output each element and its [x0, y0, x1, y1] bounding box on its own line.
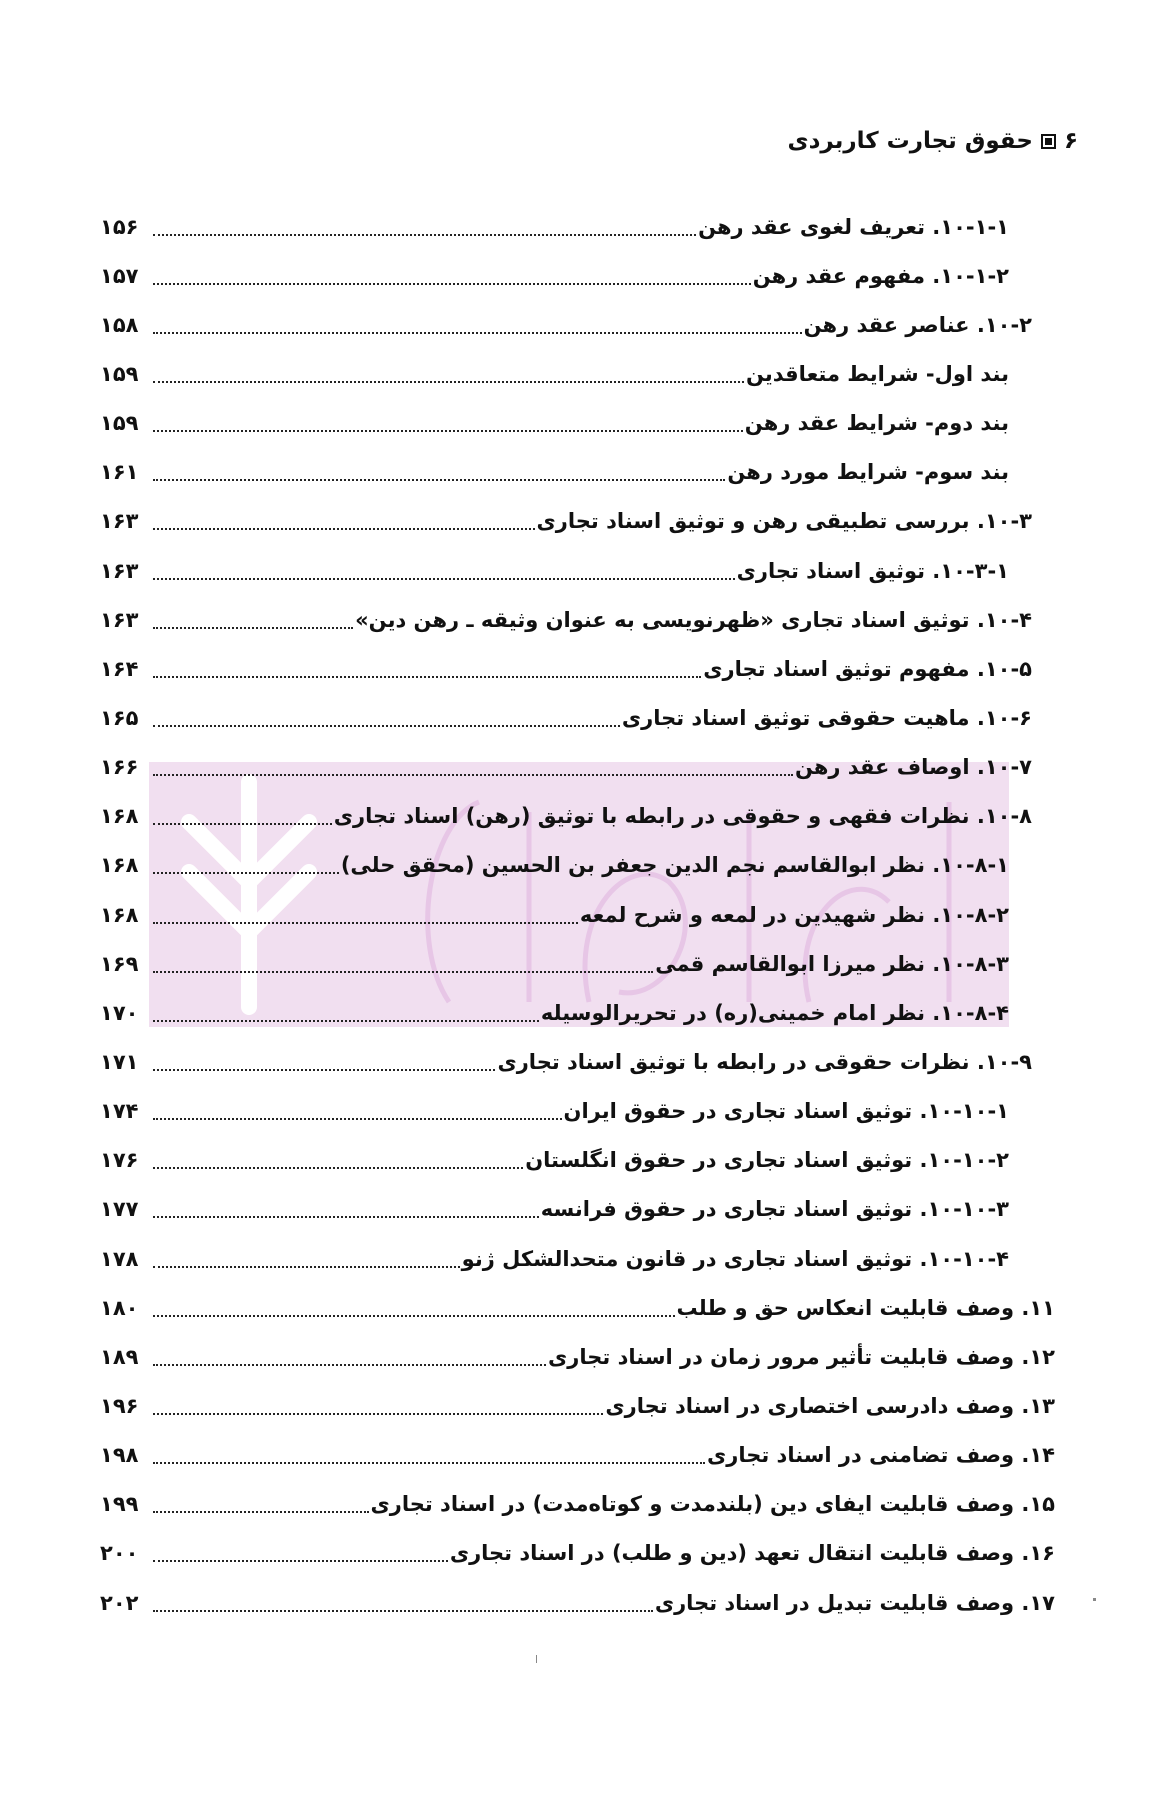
toc-entry-title: بند دوم- شرایط عقد رهن [744, 411, 1009, 436]
toc-entry-title: ۱۰-۸-۱. نظر ابوالقاسم نجم الدین جعفر بن الحسین (محقق حلی) [340, 853, 1009, 878]
toc-entry-page: ۱۵۹ [100, 411, 139, 436]
toc-entry-page: ۲۰۰ [100, 1541, 139, 1566]
dot-leader [153, 1315, 675, 1317]
toc-entry-title: ۱۲. وصف قابلیت تأثیر مرور زمان در اسناد تجاری [548, 1344, 1055, 1369]
toc-entry-page: ۱۶۳ [100, 607, 139, 632]
dot-leader [153, 1610, 653, 1612]
toc-entry-title: ۱۶. وصف قابلیت انتقال تعهد (دین و طلب) در اسناد تجاری [449, 1541, 1055, 1566]
table-of-contents [100, 202, 1055, 1627]
dot-leader [153, 1511, 369, 1513]
toc-entry[interactable] [100, 1136, 1055, 1185]
toc-entry[interactable] [100, 693, 1055, 742]
toc-entry-page: ۱۶۸ [100, 853, 139, 878]
toc-entry-page: ۱۶۵ [100, 705, 139, 730]
toc-entry-title: ۱۰-۲. عناصر عقد رهن [803, 312, 1032, 337]
toc-entry[interactable] [100, 988, 1055, 1037]
toc-entry[interactable] [100, 939, 1055, 988]
dot-leader [153, 1167, 523, 1169]
toc-entry-title: ۱۰-۹. نظرات حقوقی در رابطه با توثیق اسناد تجاری [497, 1049, 1032, 1074]
toc-entry-title: ۱۰-۵. مفهوم توثیق اسناد تجاری [703, 656, 1032, 681]
toc-entry-page: ۱۶۳ [100, 509, 139, 534]
dot-leader [153, 578, 735, 580]
toc-entry-title: ۱۱. وصف قابلیت انعکاس حق و طلب [676, 1295, 1055, 1320]
toc-entry-page: ۱۶۳ [100, 558, 139, 583]
toc-entry-page: ۱۸۹ [100, 1344, 139, 1369]
toc-entry-page: ۱۵۶ [100, 214, 139, 239]
toc-entry-page: ۱۶۹ [100, 951, 139, 976]
toc-entry[interactable] [100, 1381, 1055, 1430]
toc-entry[interactable] [100, 890, 1055, 939]
toc-entry-page: ۱۸۰ [100, 1295, 139, 1320]
dot-leader [153, 381, 744, 383]
toc-entry-title: ۱۰-۱-۱. تعریف لغوی عقد رهن [698, 214, 1009, 239]
dot-leader [153, 1216, 539, 1218]
running-header [788, 128, 1078, 154]
dot-leader [153, 1560, 448, 1562]
toc-entry-page: ۱۷۰ [100, 1000, 139, 1025]
toc-entry[interactable] [100, 349, 1055, 398]
toc-entry-title: ۱۰-۸-۴. نظر امام خمینی(ره) در تحریرالوسیله [540, 1000, 1009, 1025]
toc-entry[interactable] [100, 1480, 1055, 1529]
toc-entry-title: ۱۳. وصف دادرسی اختصاری در اسناد تجاری [605, 1393, 1055, 1418]
toc-entry-page: ۱۷۱ [100, 1049, 139, 1074]
toc-entry-title: ۱۰-۱۰-۴. توثیق اسناد تجاری در قانون متحدالشکل ژنو [461, 1246, 1009, 1271]
dot-leader [153, 1069, 495, 1071]
toc-entry-page: ۱۶۸ [100, 804, 139, 829]
toc-entry-title: ۱۴. وصف تضامنی در اسناد تجاری [706, 1443, 1055, 1468]
dot-leader [153, 1462, 705, 1464]
toc-entry[interactable] [100, 1087, 1055, 1136]
toc-entry[interactable] [100, 595, 1055, 644]
toc-entry[interactable] [100, 546, 1055, 595]
dot-leader [153, 676, 701, 678]
toc-entry[interactable] [100, 300, 1055, 349]
dot-leader [153, 823, 332, 825]
toc-entry-page: ۲۰۲ [100, 1590, 139, 1615]
toc-entry[interactable] [100, 448, 1055, 497]
toc-entry-page: ۱۵۷ [100, 263, 139, 288]
dot-leader [153, 774, 793, 776]
dot-leader [153, 234, 696, 236]
dot-leader [153, 283, 751, 285]
toc-entry-title: ۱۰-۱۰-۳. توثیق اسناد تجاری در حقوق فرانسه [540, 1197, 1009, 1222]
toc-entry-title: ۱۰-۳. بررسی تطبیقی رهن و توثیق اسناد تجاری [536, 509, 1032, 534]
toc-entry-title: ۱۰-۱۰-۲. توثیق اسناد تجاری در حقوق انگلستان [525, 1148, 1009, 1173]
toc-entry-page: ۱۵۸ [100, 312, 139, 337]
toc-entry-title: ۱۰-۳-۱. توثیق اسناد تجاری [736, 558, 1009, 583]
toc-entry-page: ۱۷۸ [100, 1246, 139, 1271]
toc-entry[interactable] [100, 841, 1055, 890]
toc-entry[interactable] [100, 1283, 1055, 1332]
toc-entry-title: ۱۰-۸-۲. نظر شهیدین در لمعه و شرح لمعه [579, 902, 1009, 927]
toc-entry-title: ۱۰-۱-۲. مفهوم عقد رهن [752, 263, 1009, 288]
toc-entry-page: ۱۹۸ [100, 1443, 139, 1468]
toc-entry-title: ۱۰-۴. توثیق اسناد تجاری «ظهرنویسی به عنوان وثیقه ـ رهن دین» [355, 607, 1032, 632]
dot-leader [153, 528, 535, 530]
header-page-number: ۶ [1063, 128, 1078, 154]
dot-leader [153, 725, 620, 727]
toc-entry[interactable] [100, 1332, 1055, 1381]
toc-entry-page: ۱۶۴ [100, 656, 139, 681]
toc-entry-page: ۱۹۶ [100, 1393, 139, 1418]
toc-entry-page: ۱۶۸ [100, 902, 139, 927]
dot-leader [153, 627, 353, 629]
toc-entry-title: ۱۵. وصف قابلیت ایفای دین (بلندمدت و کوتاه‌مدت) در اسناد تجاری [370, 1492, 1055, 1517]
toc-entry[interactable] [100, 202, 1055, 251]
toc-entry-title: بند اول- شرایط متعاقدین [746, 361, 1009, 386]
dot-leader [153, 922, 578, 924]
toc-entry[interactable] [100, 1185, 1055, 1234]
toc-entry-title: ۱۰-۷. اوصاف عقد رهن [794, 755, 1032, 780]
dot-leader [153, 1364, 546, 1366]
toc-entry-title: ۱۰-۸-۳. نظر میرزا ابوالقاسم قمی [655, 951, 1009, 976]
toc-entry[interactable] [100, 743, 1055, 792]
toc-entry-title: ۱۰-۸. نظرات فقهی و حقوقی در رابطه با توثیق (رهن) اسناد تجاری [333, 804, 1032, 829]
dot-leader [153, 1020, 539, 1022]
scan-speck [536, 1655, 537, 1663]
toc-entry-page: ۱۷۶ [100, 1148, 139, 1173]
toc-entry[interactable] [100, 1578, 1055, 1627]
dot-leader [153, 1413, 603, 1415]
header-book-title: حقوق تجارت کاربردی [787, 128, 1033, 154]
toc-entry[interactable] [100, 399, 1055, 448]
dot-leader [153, 332, 802, 334]
toc-entry-page: ۱۵۹ [100, 361, 139, 386]
toc-entry-page: ۱۷۴ [100, 1099, 139, 1124]
toc-entry[interactable] [100, 1431, 1055, 1480]
toc-entry[interactable] [100, 1037, 1055, 1086]
scan-speck [1093, 1598, 1096, 1601]
toc-entry-page: ۱۷۷ [100, 1197, 139, 1222]
dot-leader [153, 1266, 460, 1268]
dot-leader [153, 430, 743, 432]
toc-entry[interactable] [100, 497, 1055, 546]
toc-entry[interactable] [100, 1529, 1055, 1578]
toc-entry[interactable] [100, 792, 1055, 841]
toc-entry[interactable] [100, 644, 1055, 693]
toc-entry-page: ۱۹۹ [100, 1492, 139, 1517]
toc-entry-title: ۱۰-۶. ماهیت حقوقی توثیق اسناد تجاری [621, 705, 1032, 730]
toc-entry-title: ۱۰-۱۰-۱. توثیق اسناد تجاری در حقوق ایران [563, 1099, 1009, 1124]
toc-entry-page: ۱۶۶ [100, 755, 139, 780]
dot-leader [153, 479, 725, 481]
dot-leader [153, 971, 653, 973]
dot-leader [153, 872, 339, 874]
toc-entry-page: ۱۶۱ [100, 460, 139, 485]
toc-entry-title: بند سوم- شرایط مورد رهن [727, 460, 1009, 485]
toc-entry[interactable] [100, 251, 1055, 300]
toc-entry-title: ۱۷. وصف قابلیت تبدیل در اسناد تجاری [654, 1590, 1055, 1615]
dot-leader [153, 1118, 562, 1120]
square-bullet-icon [1041, 134, 1056, 149]
toc-entry[interactable] [100, 1234, 1055, 1283]
